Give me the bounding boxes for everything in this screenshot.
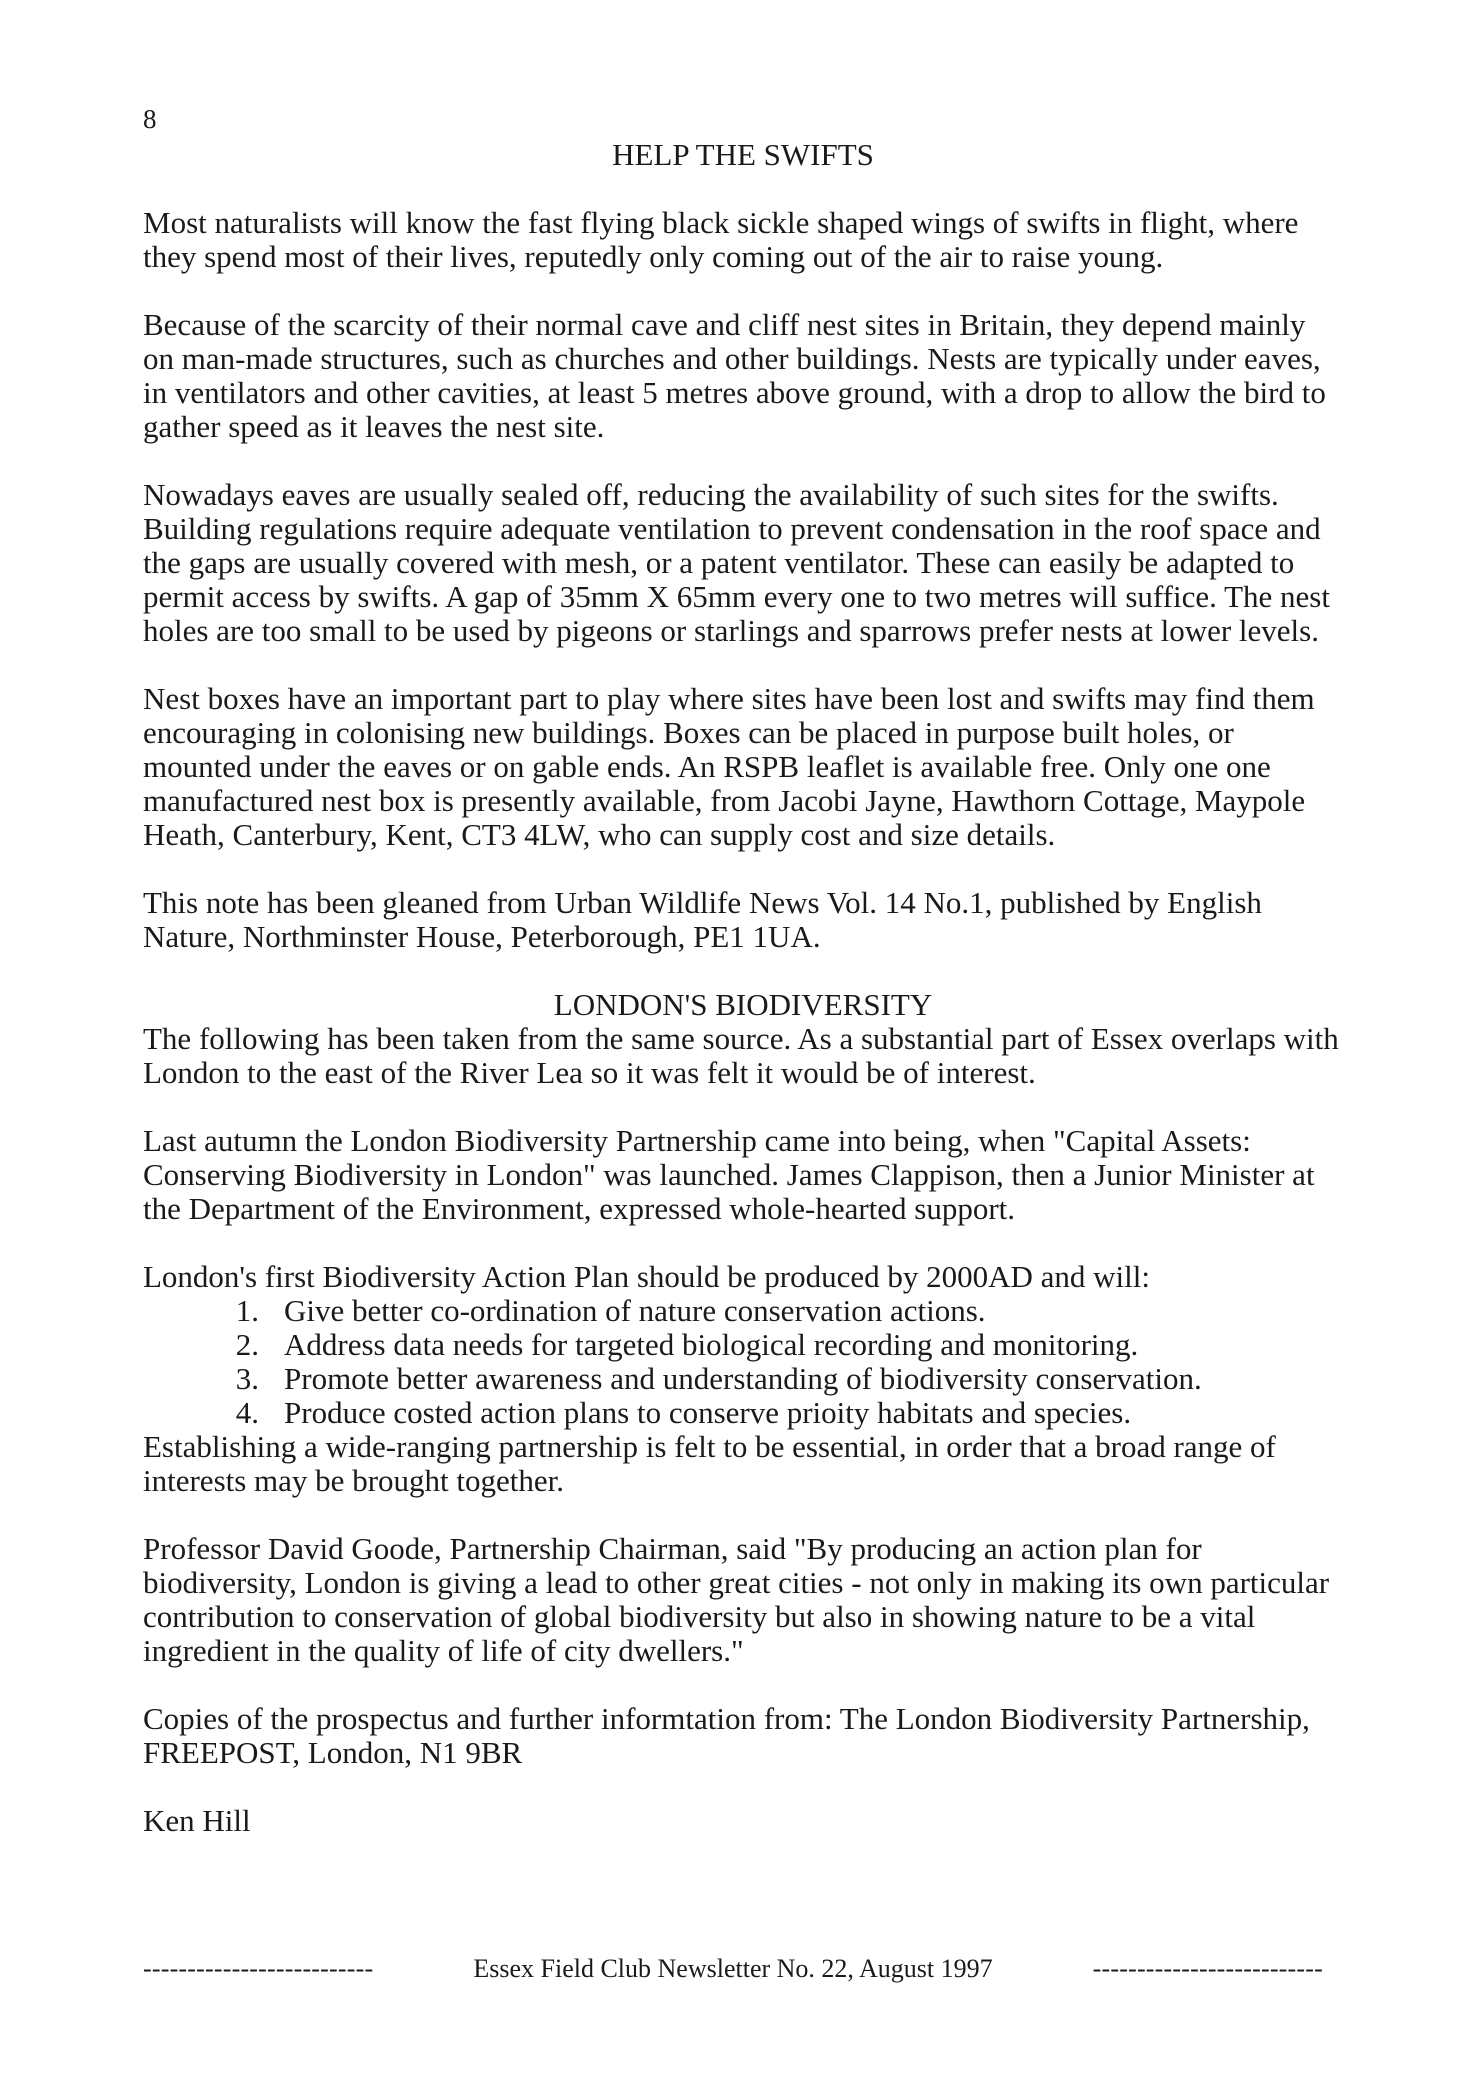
- list-item: [143, 1294, 1343, 1328]
- list-item-text: Produce costed action plans to conserve prioity habitats and species.: [284, 1395, 1132, 1430]
- list-item: [143, 1362, 1343, 1396]
- biodiversity-paragraph-3: London's first Biodiversity Action Plan should be produced by 2000AD and will:: [143, 1259, 1150, 1294]
- list-item-number: 4.: [235, 1395, 259, 1430]
- swifts-title: HELP THE SWIFTS: [612, 137, 874, 172]
- swifts-paragraph-2: Because of the scarcity of their normal cave and cliff nest sites in Britain, they depend mainly on man-made structures, such as churches and other buildings. Nests are typically under eaves, in ventilators and other cavities, at least 5 metres above ground, with a drop to allow the bird to gather speed as it leaves the nest site.: [143, 307, 1326, 444]
- biodiversity-paragraph-5: Professor David Goode, Partnership Chairman, said "By producing an action plan for biodiversity, London is giving a lead to other great cities - not only in making its own particular contribution to conservation of global biodiversity but also in showing nature to be a vital ingredient in the quality of life of city dwellers.": [143, 1531, 1330, 1668]
- list-item-number: 3.: [235, 1361, 259, 1396]
- list-item: [143, 1396, 1343, 1430]
- page-footer: [143, 1954, 1323, 1984]
- footer-dashes-left: --------------------------: [143, 1954, 374, 1983]
- list-item-number: 2.: [235, 1327, 259, 1362]
- list-item-text: Give better co-ordination of nature conservation actions.: [284, 1293, 986, 1328]
- footer-newsletter-title: Essex Field Club Newsletter No. 22, August 1997: [473, 1954, 993, 1983]
- list-item-text: Promote better awareness and understanding of biodiversity conservation.: [284, 1361, 1202, 1396]
- page-number: 8: [143, 104, 157, 134]
- biodiversity-paragraph-4: Establishing a wide-ranging partnership is felt to be essential, in order that a broad range of interests may be brought together.: [143, 1429, 1276, 1498]
- list-item-text: Address data needs for targeted biological recording and monitoring.: [284, 1327, 1139, 1362]
- biodiversity-paragraph-6: Copies of the prospectus and further informtation from: The London Biodiversity Partnership, FREEPOST, London, N1 9BR: [143, 1701, 1310, 1770]
- footer-dashes-right: --------------------------: [1092, 1954, 1323, 1983]
- action-plan-list: [143, 1294, 1343, 1430]
- list-item: [143, 1328, 1343, 1362]
- biodiversity-paragraph-2: Last autumn the London Biodiversity Partnership came into being, when "Capital Assets: Conserving Biodiversity in London" was launched. James Clappison, then a Junior Minister at the Department of the Environment, expressed whole-hearted support.: [143, 1123, 1315, 1226]
- article-body: [143, 138, 1343, 1838]
- swifts-paragraph-3: Nowadays eaves are usually sealed off, reducing the availability of such sites for the swifts. Building regulations require adequate ventilation to prevent condensation in the roof space and the gaps are usually covered with mesh, or a patent ventilator. These can easily be adapted to permit access by swifts. A gap of 35mm X 65mm every one to two metres will suffice. The nest holes are too small to be used by pigeons or starlings and sparrows prefer nests at lower levels.: [143, 477, 1330, 648]
- swifts-paragraph-1: Most naturalists will know the fast flying black sickle shaped wings of swifts in flight, where they spend most of their lives, reputedly only coming out of the air to raise young.: [143, 205, 1299, 274]
- swifts-paragraph-4: Nest boxes have an important part to play where sites have been lost and swifts may find them encouraging in colonising new buildings. Boxes can be placed in purpose built holes, or mounted under the eaves or on gable ends. An RSPB leaflet is available free. Only one one manufactured nest box is presently available, from Jacobi Jayne, Hawthorn Cottage, Maypole Heath, Canterbury, Kent, CT3 4LW, who can supply cost and size details.: [143, 681, 1315, 852]
- list-item-number: 1.: [235, 1293, 259, 1328]
- biodiversity-title: LONDON'S BIODIVERSITY: [553, 987, 933, 1022]
- author-signature: Ken Hill: [143, 1803, 251, 1838]
- biodiversity-paragraph-1: The following has been taken from the same source. As a substantial part of Essex overlaps with London to the east of the River Lea so it was felt it would be of interest.: [143, 1021, 1339, 1090]
- swifts-paragraph-5: This note has been gleaned from Urban Wildlife News Vol. 14 No.1, published by English Nature, Northminster House, Peterborough, PE1 1UA.: [143, 885, 1262, 954]
